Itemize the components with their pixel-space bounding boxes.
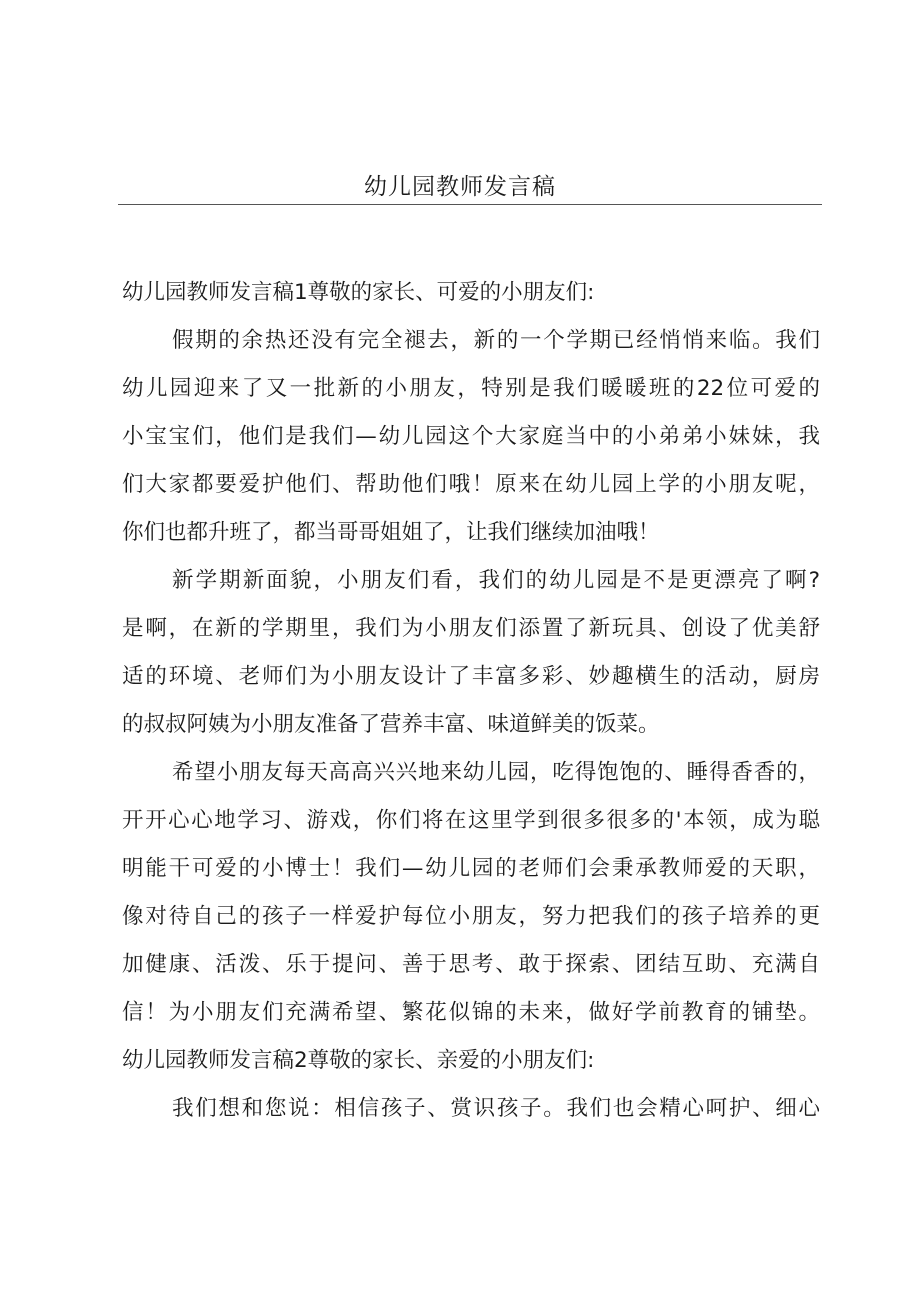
paragraph-line: 是啊，在新的学期里，我们为小朋友们添置了新玩具、创设了优美舒 (122, 616, 820, 641)
paragraph-line: 我们想和您说：相信孩子、赏识孩子。我们也会精心呵护、细心 (172, 1096, 820, 1121)
text-line (0, 1094, 920, 1124)
paragraph-line: 明能干可爱的小博士！我们—幼儿园的老师们会秉承教师爱的天职， (122, 856, 820, 881)
text-line (0, 902, 920, 932)
paragraph-line: 幼儿园迎来了又一批新的小朋友，特别是我们暖暖班的22位可爱的 (122, 376, 820, 401)
paragraph-line: 适的环境、老师们为小朋友设计了丰富多彩、妙趣横生的活动，厨房 (122, 664, 820, 689)
paragraph-line: 假期的余热还没有完全褪去，新的一个学期已经悄悄来临。我们 (172, 328, 820, 353)
paragraph-line: 的叔叔阿姨为小朋友准备了营养丰富、味道鲜美的饭菜。 (122, 712, 660, 737)
text-line (0, 470, 920, 500)
paragraph-line: 加健康、活泼、乐于提问、善于思考、敢于探索、团结互助、充满自 (122, 952, 820, 977)
text-line (0, 854, 920, 884)
document-title: 幼儿园教师发言稿 (364, 174, 556, 200)
text-line (0, 1046, 920, 1076)
text-line (0, 374, 920, 404)
paragraph-line: 小宝宝们，他们是我们—幼儿园这个大家庭当中的小弟弟小妹妹，我 (122, 424, 820, 449)
title-underline (118, 204, 822, 205)
paragraph-line: 新学期新面貌，小朋友们看，我们的幼儿园是不是更漂亮了啊? (172, 568, 820, 593)
paragraph-line: 像对待自己的孩子一样爱护每位小朋友，努力把我们的孩子培养的更 (122, 904, 820, 929)
text-line (0, 998, 920, 1028)
text-line (0, 758, 920, 788)
text-line (0, 278, 920, 308)
text-line (0, 662, 920, 692)
text-line (0, 614, 920, 644)
text-line (0, 422, 920, 452)
text-line (0, 566, 920, 596)
text-line (0, 950, 920, 980)
paragraph-line: 开开心心地学习、游戏，你们将在这里学到很多很多的'本领，成为聪 (122, 808, 820, 833)
paragraph-line: 们大家都要爱护他们、帮助他们哦！原来在幼儿园上学的小朋友呢， (122, 472, 820, 497)
text-line (0, 710, 920, 740)
paragraph-line: 信！为小朋友们充满希望、繁花似锦的未来，做好学前教育的铺垫。 (122, 1000, 820, 1025)
paragraph-line: 你们也都升班了，都当哥哥姐姐了，让我们继续加油哦！ (122, 520, 660, 545)
paragraph-line: 希望小朋友每天高高兴兴地来幼儿园，吃得饱饱的、睡得香香的， (172, 760, 820, 785)
text-line (0, 518, 920, 548)
section-heading-1: 幼儿园教师发言稿1尊敬的家长、可爱的小朋友们: (122, 280, 595, 305)
section-heading-2: 幼儿园教师发言稿2尊敬的家长、亲爱的小朋友们: (122, 1048, 595, 1073)
text-line (0, 326, 920, 356)
text-line (0, 806, 920, 836)
